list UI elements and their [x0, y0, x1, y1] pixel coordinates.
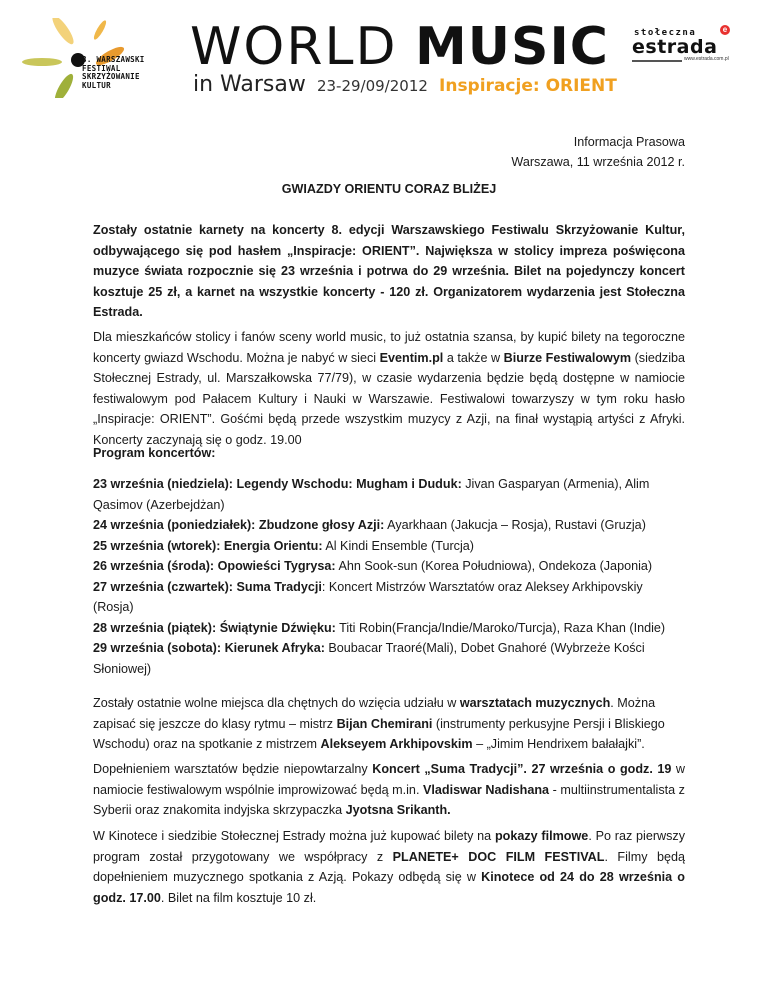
eventim-link-text: Eventim.pl	[379, 350, 444, 365]
text: Alekseyem Arkhipovskim	[320, 737, 473, 751]
festival-line: KULTUR	[82, 80, 111, 90]
petal	[52, 72, 77, 98]
text: . Można zapisać się jeszcze do klasy rytmu – mistrz	[93, 696, 656, 731]
document-type: Informacja Prasowa	[573, 135, 685, 149]
sponsor-badge-icon: e	[720, 25, 730, 35]
program-title: : Energia Orientu:	[216, 538, 323, 553]
title-light: WORLD	[190, 17, 398, 77]
program-title: : Opowieści Tygrysa:	[209, 559, 336, 573]
text: w namiocie festiwalowym wspólnie improwizować będą m.in.	[93, 762, 686, 797]
program-date: 29 września (sobota)	[93, 641, 217, 655]
text: – „Jimim Hendrixem bałałajki”.	[472, 737, 645, 751]
text: Kinotece od 24 do 28 września o godz. 17.00	[93, 870, 685, 905]
program-date: 25 września (wtorek)	[93, 538, 217, 553]
text: (instrumenty perkusyjne Persji i Bliskiego Wschodu) oraz na spotkanie z mistrzem	[93, 716, 665, 751]
title-bold: MUSIC	[415, 17, 609, 77]
text: - multiinstrumentalista z Syberii oraz znakomita indyjska skrzypaczka	[93, 782, 685, 817]
program-item	[93, 556, 685, 577]
program-item	[93, 474, 685, 515]
festival-edition: 8. WARSZAWSKI	[82, 55, 145, 64]
subtitle-theme: Inspiracje: ORIENT	[439, 76, 617, 96]
text: . Po raz pierwszy program został przygotowany we współpracy z	[93, 829, 685, 864]
program-artists: : Koncert Mistrzów Warsztatów oraz Aleksey Arkhipovskiy (Rosja)	[93, 579, 643, 614]
page-header	[0, 0, 768, 110]
world-music-title	[190, 17, 609, 77]
program-list	[93, 474, 685, 679]
place-date: Warszawa, 11 września 2012 r.	[511, 155, 685, 169]
sponsor-small-text: stołeczna	[634, 28, 697, 38]
paragraph-films	[93, 826, 685, 908]
program-date: 26 września (środa)	[93, 559, 210, 573]
text: W Kinotece i siedzibie Stołecznej Estrady można już kupować bilety na	[93, 829, 495, 843]
program-date: 27 września (czwartek)	[93, 579, 229, 594]
text: (siedziba Stołecznej Estrady, ul. Marszałkowska 77/79), w czasie wydarzenia będzie będą dostępne w namiocie festiwalowym pod Pałacem Kultury i Nauki w Warszawie. Festiwalowi towarzyszy w tym roku hasło „Inspiracje: ORIENT”. Gośćmi będą przede wszystkim muzycy z Azji, na finał wystąpią artyści z Afryki. Koncerty zaczynają się o godz. 19.00	[93, 350, 686, 447]
subtitle-dates: 23-29/09/2012	[316, 77, 428, 95]
petal	[49, 18, 77, 47]
program-artists: Ayarkhaan (Jakucja – Rosja), Rustavi (Gruzja)	[384, 518, 646, 532]
program-title: : Suma Tradycji	[228, 579, 322, 594]
program-artists: Ahn Sook-sun (Korea Południowa), Ondekoza (Japonia)	[335, 559, 653, 573]
festival-line: SKRZYŻOWANIE	[82, 72, 140, 81]
world-music-subtitle	[193, 72, 617, 97]
text: a także w	[443, 350, 504, 365]
sponsor-big-text: estrada	[632, 36, 718, 58]
text: Zostały ostatnie wolne miejsca dla chętnych do wzięcia udziału w	[93, 696, 460, 710]
program-title: Świątynie Dźwięku:	[219, 620, 336, 635]
paragraph-concert	[93, 759, 685, 821]
text: pokazy filmowe	[494, 829, 589, 843]
program-date: 24 września (poniedziałek):	[93, 518, 259, 532]
text: warsztatach muzycznych	[459, 696, 611, 710]
festival-logo-text	[82, 56, 145, 90]
text: Dopełnieniem warsztatów będzie niepowtarzalny	[93, 762, 373, 776]
paragraph-workshops	[93, 693, 685, 755]
headline: GWIAZDY ORIENTU CORAZ BLIŻEJ	[281, 182, 497, 196]
festival-line: FESTIWAL	[82, 63, 121, 73]
program-date: 23 września (niedziela):	[93, 477, 237, 491]
festival-office-text: Biurze Festiwalowym	[503, 350, 632, 365]
stoleczna-estrada-logo	[632, 22, 762, 72]
program-artists: Jivan Gasparyan (Armenia), Alim Qasimov (Azerbejdżan)	[93, 477, 650, 512]
program-heading: Program koncertów:	[93, 446, 216, 460]
text: Bijan Chemirani	[336, 716, 433, 731]
lead-paragraph: Zostały ostatnie karnety na koncerty 8. edycji Warszawskiego Festiwalu Skrzyżowanie Kultur, odbywającego się pod hasłem „Inspiracje: ORIENT”. Największa w stolicy impreza poświęcona muzyce świata rozpocznie się 23 września i potrwa do 29 września. Bilet na pojedynczy koncert kosztuje 25 zł, a karnet na wszystkie koncerty - 120 zł. Organizatorem wydarzenia jest Stołeczna Estrada.	[93, 223, 685, 319]
program-date: 28 września (piątek):	[93, 620, 220, 635]
petal	[92, 19, 108, 41]
text: Dla mieszkańców stolicy i fanów sceny world music, to już ostatnia szansa, by kupić bilety na tegoroczne koncerty gwiazd Wschodu. Można je nabyć w sieci	[93, 330, 685, 365]
program-title: Zbudzone głosy Azji:	[258, 518, 385, 532]
program-item	[93, 618, 685, 639]
program-artists: Titi Robin(Francja/Indie/Maroko/Turcja), Raza Khan (Indie)	[335, 620, 666, 635]
program-item	[93, 577, 685, 618]
text: Jyotsna Srikanth.	[345, 803, 451, 817]
petal	[22, 58, 62, 66]
program-artists: Al Kindi Ensemble (Turcja)	[322, 538, 474, 553]
program-title: : Kierunek Afryka:	[216, 641, 325, 655]
program-item	[93, 536, 685, 557]
text: PLANETE+ DOC FILM FESTIVAL	[392, 849, 605, 864]
program-title: Legendy Wschodu: Mugham i Duduk:	[236, 477, 462, 491]
text: . Filmy będą dopełnieniem muzycznego spotkania z Azją. Pokazy odbędą się w	[93, 849, 685, 884]
sponsor-url: www.estrada.com.pl	[684, 56, 729, 62]
text: . Bilet na film kosztuje 10 zł.	[160, 890, 317, 905]
text: Vladiswar Nadishana	[423, 782, 550, 797]
paragraph-tickets	[93, 327, 685, 450]
sponsor-underline	[632, 60, 682, 62]
text: Koncert „Suma Tradycji”. 27 września o godz. 19	[372, 762, 672, 776]
program-item	[93, 638, 685, 679]
subtitle-city: in Warsaw	[193, 72, 306, 97]
program-item	[93, 515, 685, 536]
program-artists: Boubacar Traoré(Mali), Dobet Gnahoré (Wybrzeże Kości Słoniowej)	[93, 641, 645, 676]
